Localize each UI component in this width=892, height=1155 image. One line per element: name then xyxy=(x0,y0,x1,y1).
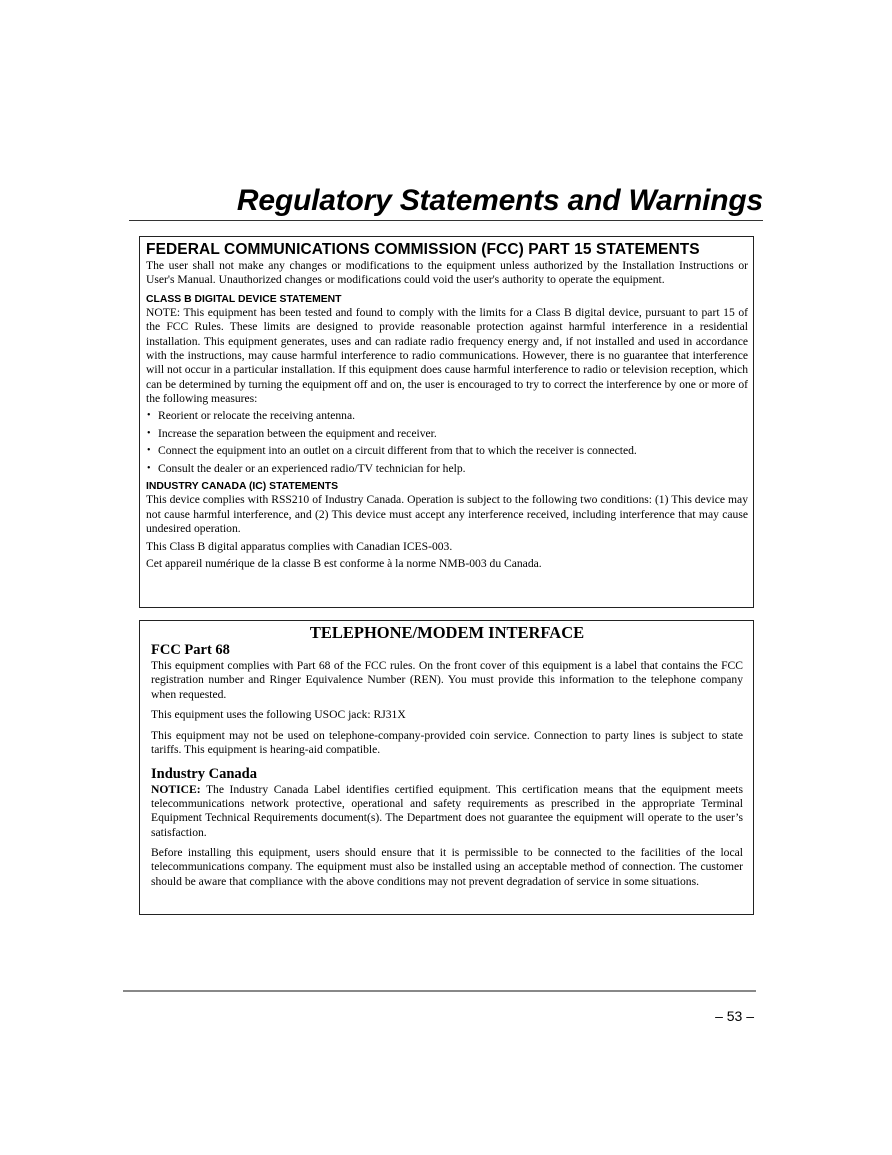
fcc-intro-text: The user shall not make any changes or modifications to the equipment unless authorized by the Installation Instructions or User's Manual. Unauthorized changes or modifications could void the user's authority to operate the equipment. xyxy=(146,259,748,287)
nmb-text: Cet appareil numérique de la classe B est conforme à la norme NMB-003 du Canada. xyxy=(146,556,542,570)
footer-divider xyxy=(123,990,756,992)
usoc-text: This equipment uses the following USOC jack: RJ31X xyxy=(151,707,406,721)
list-item: • Reorient or relocate the receiving antenna. xyxy=(147,408,355,422)
install-text: Before installing this equipment, users should ensure that it is permissible to be connected to the facilities of the local telecommunications company. The equipment must also be installed using an acceptable method of connection. The customer should be aware that compliance with the above conditions may not prevent degradation of service in some situations. xyxy=(151,845,743,888)
bullet-icon: • xyxy=(147,427,151,439)
measures-list xyxy=(146,409,748,477)
coin-service-text: This equipment may not be used on telephone-company-provided coin service. Connection to party lines is subject to state tariffs. This equipment is hearing-aid compatible. xyxy=(151,729,743,757)
bullet-icon: • xyxy=(147,445,151,457)
bullet-icon: • xyxy=(147,409,151,421)
class-b-heading: CLASS B DIGITAL DEVICE STATEMENT xyxy=(146,293,342,305)
list-item: • Consult the dealer or an experienced radio/TV technician for help. xyxy=(147,462,466,476)
class-b-text: NOTE: This equipment has been tested and found to comply with the limits for a Class B digital device, pursuant to part 15 of the FCC Rules. These limits are designed to provide reasonable protection against harmful interference in a residential installation. This equipment generates, uses and can radiate radio frequency energy and, if not installed and used in accordance with the instructions, may cause harmful interference to radio communications. However, there is no guarantee that interference will not occur in a particular installation. If this equipment does cause harmful interference to radio or television reception, which can be determined by turning the equipment off and on, the user is encouraged to try to correct the interference by one or more of the following measures: xyxy=(146,305,748,406)
industry-canada-heading: Industry Canada xyxy=(151,765,257,782)
ic-text: This device complies with RSS210 of Industry Canada. Operation is subject to the following two conditions: (1) This device may not cause harmful interference, and (2) This device must accept any interference received, including interference that may cause undesired operation. xyxy=(146,493,748,536)
title-divider xyxy=(129,220,763,221)
fcc-part15-box xyxy=(139,236,754,608)
list-item: • Increase the separation between the equipment and receiver. xyxy=(147,426,437,440)
notice-label: NOTICE: xyxy=(151,782,201,796)
bullet-icon: • xyxy=(147,463,151,475)
telephone-heading: TELEPHONE/MODEM INTERFACE xyxy=(309,623,585,642)
part68-text: This equipment complies with Part 68 of the FCC rules. On the front cover of this equipment is a label that contains the FCC registration number and Ringer Equivalence Number (REN). You must provide this information to the telephone company when requested. xyxy=(151,659,743,701)
telephone-modem-box xyxy=(139,620,754,915)
notice-paragraph xyxy=(151,783,743,840)
notice-text: The Industry Canada Label identifies certified equipment. This certification means that the equipment meets telecommunications network protective, operational and safety requirements as prescribed in the appropriate Terminal Equipment Technical Requirements document(s). The Department does not guarantee the equipment will operate to the user’s satisfaction. xyxy=(151,782,743,839)
fcc-heading: FEDERAL COMMUNICATIONS COMMISSION (FCC) PART 15 STATEMENTS xyxy=(146,241,700,258)
ic-heading: INDUSTRY CANADA (IC) STATEMENTS xyxy=(146,481,339,493)
page-number: – 53 – xyxy=(715,1008,754,1024)
part68-heading: FCC Part 68 xyxy=(151,642,230,658)
page-title: Regulatory Statements and Warnings xyxy=(236,184,763,217)
ices-text: This Class B digital apparatus complies with Canadian ICES-003. xyxy=(146,539,453,553)
list-item: • Connect the equipment into an outlet on a circuit different from that to which the receiver is connected. xyxy=(147,444,637,458)
